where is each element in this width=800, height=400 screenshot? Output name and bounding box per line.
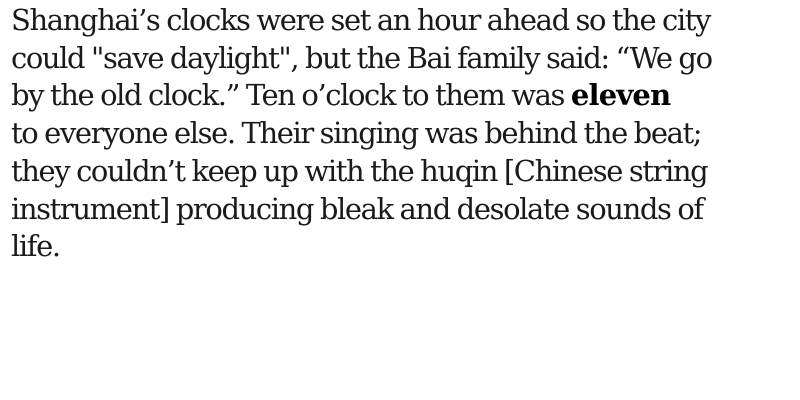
bold-word-eleven: eleven [570, 78, 671, 113]
text-line-4: to everyone else. Their singing was behind the beat; [11, 116, 702, 151]
text-line-7: life. [11, 229, 60, 264]
text-line-2: could "save daylight", but the Bai family said: “We go [11, 40, 712, 75]
text-line-1: Shanghai’s clocks were set an hour ahead so the city [11, 3, 710, 37]
text-line-3 [11, 77, 796, 115]
text-line-5: they couldn’t keep up with the huqin [Chinese string [11, 153, 708, 188]
text-passage [11, 2, 796, 266]
text-line-3-start: by the old clock.” Ten o’clock to them was [11, 78, 571, 113]
text-line-6: instrument] producing bleak and desolate sounds of [11, 191, 703, 226]
